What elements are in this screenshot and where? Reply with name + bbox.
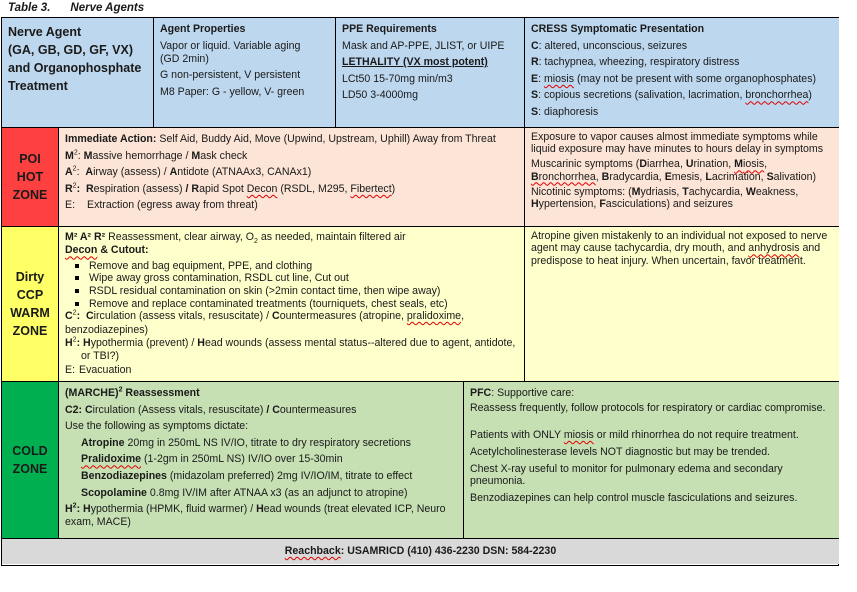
agent-property-line: (GD 2min) (160, 52, 209, 65)
pfc-xray: Chest X-ray useful to monitor for pulmonary edema and secondary pneumonia. (470, 462, 783, 488)
header-title-cell (2, 18, 154, 128)
cress-heading: CRESS Symptomatic Presentation (531, 23, 705, 35)
a2-line: $A^2$: Airway (assess) / Antidote (ATNAAx3, CANAx1) (65, 165, 312, 179)
use-following: Use the following as symptoms dictate: (65, 420, 249, 433)
agent-property-line: M8 Paper: G - yellow, V- green (160, 86, 305, 98)
marche-heading: (MARCHE)$^2$ Reassessment (65, 386, 200, 399)
drug-pralidoxime: Pralidoxime (1-2gm in 250mL NS) IV/IO over 15-30min (81, 453, 343, 466)
pfc-reassess: Reassess frequently, follow protocols for respiratory or cardiac compromise. (470, 401, 826, 414)
cress-item: S: copious secretions (salivation, lacrimation, bronchorrhea) (531, 89, 812, 102)
h2-line: $H^2$: Hypothermia (prevent) / Head wounds (assess mental status--altered due to agent, antidote, or TBI?) (65, 336, 516, 363)
hot-zone-actions (59, 128, 525, 227)
symptom-initial: L (705, 170, 712, 183)
decon-step: RSDL residual contamination on skin (>2min contact time, then wipe away) (73, 285, 518, 298)
symptom-initial: T (682, 185, 689, 198)
reachback-contact: : USAMRICD (410) 436-2230 DSN: 584-2230 (340, 545, 557, 558)
cress-cell (525, 18, 839, 128)
hot-zone-label: POI HOT ZONE (2, 128, 59, 227)
agent-properties-cell (154, 18, 336, 128)
title-line: Nerve Agent (8, 25, 82, 39)
title-line: Treatment (8, 79, 68, 93)
drug-atropine: Atropine 20mg in 250mL NS IV/IO, titrate to dry respiratory secretions (81, 436, 411, 449)
symptom-initial: M (631, 185, 641, 198)
ppe-heading: PPE Requirements (342, 23, 437, 35)
c2-line: $C^2$: Circulation (assess vitals, resuscitate) / Countermeasures (atropine, pralidoxime, benzodiazepines) (65, 309, 465, 336)
table-number: Table 3. (8, 2, 51, 14)
symptom-initial: H (531, 198, 539, 211)
e-line: E: Evacuation (65, 363, 132, 376)
decon-step: Wipe away gross contamination, RSDL cut line, Cut out (73, 272, 518, 285)
table-caption (8, 2, 144, 14)
symptom-initial: U (685, 158, 694, 171)
muscarinic-symptoms: Muscarinic symptoms (Diarrhea, Urination, Miosis, Bronchorrhea, Bradycardia, Emesis, Lacrimation, Salivation) (531, 158, 817, 183)
agent-properties-heading: Agent Properties (160, 23, 246, 35)
decon-step: Remove and replace contaminated treatments (tourniquets, chest seals, etc) (73, 298, 518, 311)
agent-property-line: G non-persistent, V persistent (160, 69, 301, 82)
m2-line: $M^2$: Massive hemorrhage / Mask check (65, 149, 248, 162)
warm-zone-label: Dirty CCP WARM ZONE (2, 227, 59, 382)
pfc-cell (464, 382, 839, 539)
decon-steps (73, 260, 518, 310)
reassessment-line: M² A² R² Reassessment, clear airway, $O_2$ as needed, maintain filtered air (65, 231, 406, 246)
warm-zone-notes (525, 227, 839, 382)
lethality-heading: LETHALITY (VX most potent) (342, 56, 488, 69)
ppe-line: Mask and AP-PPE, JLIST, or UIPE (342, 39, 505, 52)
ppe-requirements-cell (336, 18, 525, 128)
pfc-heading: PFC: Supportive care: (470, 387, 575, 399)
title-line: (GA, GB, GD, GF, VX) (8, 43, 134, 57)
drug-scopolamine: Scopolamine 0.8mg IV/IM after ATNAA x3 (as an adjunct to atropine) (81, 486, 408, 499)
nicotinic-symptoms: Nicotinic symptoms: (Mydriasis, Tachycardia, Weakness, Hypertension, Fasciculations) and seizures (531, 185, 799, 211)
cold-zone-actions (59, 382, 464, 539)
cress-item: S: diaphoresis (531, 105, 599, 118)
nerve-agents-table (1, 17, 839, 566)
symptom-initial: M (734, 158, 743, 171)
cress-item: E: miosis (may not be present with some organophosphates) (531, 72, 817, 85)
ld50-value: LD50 3-4000mg (342, 89, 418, 102)
table-title: Nerve Agents (70, 2, 145, 14)
cress-item: R: tachypnea, wheezing, respiratory distress (531, 56, 740, 69)
e-line: E: Extraction (egress away from threat) (65, 199, 258, 212)
warm-zone-actions (59, 227, 525, 382)
symptom-initial: D (639, 158, 647, 171)
symptom-initial: W (745, 185, 756, 198)
pfc-benzo: Benzodiazepines can help control muscle fasciculations and seizures. (470, 492, 798, 504)
agent-property-line: Vapor or liquid. Variable aging (160, 40, 301, 53)
drug-benzodiazepines: Benzodiazepines (midazolam preferred) 2mg IV/IO/IM, titrate to effect (81, 469, 413, 482)
pfc-only-miosis: Patients with ONLY miosis or mild rhinorrhea do not require treatment. (470, 429, 799, 441)
title-line: and Organophosphate (8, 61, 142, 75)
symptom-initial: B (531, 170, 539, 183)
exposure-note: Exposure to vapor causes almost immediate symptoms while liquid exposure may have minutes to hours delay in symptoms (531, 131, 824, 156)
decon-heading: Decon & Cutout: (65, 244, 149, 257)
cress-item: C: altered, unconscious, seizures (531, 39, 688, 52)
lct50-value: LCt50 15-70mg min/m3 (342, 72, 453, 85)
cold-zone-label: COLD ZONE (2, 382, 59, 539)
symptom-initial: E (664, 170, 672, 183)
decon-step: Remove and bag equipment, PPE, and clothing (73, 260, 518, 273)
atropine-note: Atropine given mistakenly to an individual not exposed to nerve agent may cause tachycardia, dry mouth, and anhydrosis and predispose to heat injury. When uncertain, favor treatment. (531, 230, 828, 267)
c2-line: C2: Circulation (Assess vitals, resuscitate) / Countermeasures (65, 403, 357, 416)
r2-line: $R^2$: Respiration (assess) / Rapid Spot Decon (RSDL, M295, Fibertect) (65, 182, 396, 195)
hot-zone-notes (525, 128, 839, 227)
symptom-initial: F (599, 198, 606, 211)
reachback-label: Reachback (284, 545, 341, 558)
reachback-footer (2, 539, 839, 564)
symptom-initial: B (601, 170, 610, 183)
h2-line: $H^2$: Hypothermia (HPMK, fluid warmer) / Head wounds (treat elevated ICP, Neuro exam, MACE) (65, 502, 446, 528)
pfc-ache: Acetylcholinesterase levels NOT diagnostic but may be trended. (470, 445, 771, 458)
symptom-initial: S (766, 170, 774, 183)
immediate-action: Immediate Action: Self Aid, Buddy Aid, Move (Upwind, Upstream, Uphill) Away from Threat (65, 133, 496, 145)
